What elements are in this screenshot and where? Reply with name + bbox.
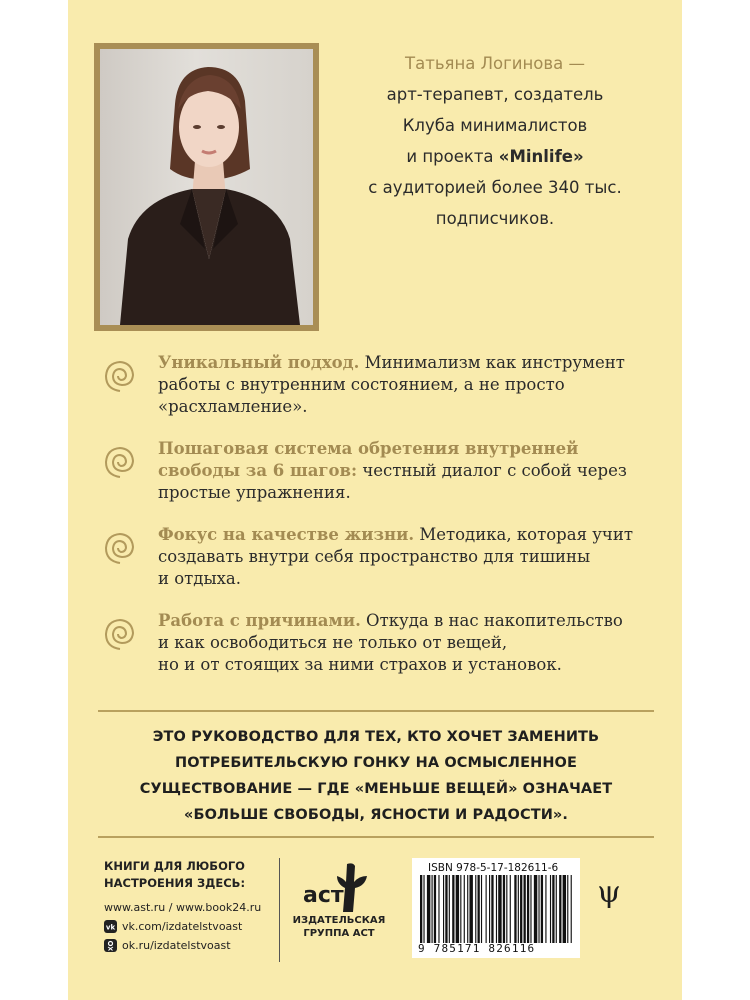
publisher-logo-text: аст	[303, 883, 344, 908]
feature-item	[98, 352, 658, 438]
barcode-bar	[491, 875, 493, 943]
barcode-bar	[478, 875, 480, 943]
feature-text: создавать внутри себя пространство для тишины	[158, 547, 591, 566]
barcode-bar	[434, 875, 436, 943]
author-photo	[100, 49, 313, 325]
barcode-bar	[443, 875, 444, 943]
barcode-bar	[475, 875, 476, 943]
tagline-line: ЭТО РУКОВОДСТВО ДЛЯ ТЕХ, КТО ХОЧЕТ ЗАМЕНИТЬ	[152, 729, 600, 745]
feature-text: и как освободиться не только от вещей,	[158, 633, 508, 652]
ok-icon	[104, 939, 117, 952]
feature-text: но и от стоящих за ними страхов и установок.	[158, 655, 562, 674]
feature-text: Методика, которая учит	[414, 525, 633, 544]
barcode-bar	[503, 875, 505, 943]
spiral-shell-icon	[102, 358, 138, 394]
publisher-name: ИЗДАТЕЛЬСКАЯ	[292, 915, 386, 926]
barcode-bar	[527, 875, 529, 943]
barcode-bar	[559, 875, 561, 943]
barcode-bar	[514, 875, 516, 943]
author-bio-line: Клуба минималистов	[402, 116, 588, 135]
feature-text: простые упражнения.	[158, 483, 351, 502]
barcode-bar	[438, 875, 439, 943]
barcode-bar	[467, 875, 468, 943]
barcode-bar	[518, 875, 519, 943]
barcode-bar	[534, 875, 537, 943]
barcode-bar	[550, 875, 551, 943]
tagline	[98, 724, 654, 828]
author-bio-line: арт-терапевт, создатель	[386, 85, 604, 104]
website-link[interactable]: www.ast.ru / www.book24.ru	[104, 901, 262, 914]
barcode-bar	[496, 875, 497, 943]
book-back-cover	[68, 0, 682, 1000]
barcode-bar	[552, 875, 554, 943]
feature-item	[98, 524, 658, 610]
barcode-bar	[556, 875, 557, 943]
barcode-bar	[567, 875, 568, 943]
barcode-bar	[460, 875, 461, 943]
author-bio-line	[330, 141, 660, 172]
barcode-block	[412, 858, 580, 958]
feature-text: Откуда в нас накопительство	[360, 611, 623, 630]
tagline-line: СУЩЕСТВОВАНИЕ — ГДЕ «МЕНЬШЕ ВЕЩЕЙ» ОЗНАЧАЕТ	[139, 781, 613, 797]
feature-item	[98, 438, 658, 524]
barcode-bar	[510, 875, 511, 943]
publisher-logo	[299, 858, 379, 914]
barcode-bar	[538, 875, 539, 943]
barcode-bar	[545, 875, 546, 943]
barcode-bar	[423, 875, 424, 943]
tagline-line: ПОТРЕБИТЕЛЬСКУЮ ГОНКУ НА ОСМЫСЛЕННОЕ	[174, 755, 577, 771]
barcode-bar	[520, 875, 522, 943]
barcode-bar	[541, 875, 543, 943]
feature-text: честный диалог с собой через	[357, 461, 627, 480]
feature-text: «расхламление».	[158, 397, 308, 416]
barcode-bar	[432, 875, 433, 943]
barcode-bar	[571, 875, 572, 943]
author-bio-line: подписчиков.	[435, 209, 555, 228]
footer-title: НАСТРОЕНИЯ ЗДЕСЬ:	[104, 876, 246, 890]
vk-link[interactable]: vk vk.com/izdatelstvoast	[105, 920, 243, 933]
feature-highlight: Уникальный подход.	[158, 353, 360, 372]
barcode-bar	[481, 875, 482, 943]
author-bio-line: с аудиторией более 340 тыс.	[368, 178, 622, 197]
spiral-shell-icon	[102, 444, 138, 480]
barcode-bar	[498, 875, 501, 943]
barcode-bar	[445, 875, 447, 943]
barcode-bar	[427, 875, 430, 943]
barcode-bar	[469, 875, 472, 943]
author-project-prefix: и проекта	[406, 147, 499, 166]
feature-highlight: свободы за 6 шагов:	[158, 461, 358, 480]
author-project-brand: «Minlife»	[498, 147, 584, 166]
spiral-shell-icon	[102, 530, 138, 566]
feature-text: Минимализм как инструмент	[359, 353, 625, 372]
barcode-digits: 9 785171 826116	[418, 942, 536, 955]
barcode-bar	[456, 875, 459, 943]
barcode-bar	[452, 875, 454, 943]
feature-highlight: Работа с причинами.	[158, 611, 361, 630]
barcode-bar	[420, 875, 422, 943]
feature-highlight: Пошаговая система обретения внутренней	[158, 439, 579, 458]
vk-icon	[104, 920, 117, 933]
ok-link[interactable]: ok.ru/izdatelstvoast	[104, 936, 294, 955]
author-portrait-illustration	[100, 49, 313, 325]
age-mark-text: ψ	[597, 875, 621, 908]
svg-text:vk: vk	[105, 923, 116, 932]
barcode-bar	[489, 875, 490, 943]
publisher-block	[280, 858, 398, 940]
feature-item	[98, 610, 658, 696]
spiral-shell-icon	[102, 616, 138, 652]
author-photo-frame	[94, 43, 319, 331]
barcode-bar	[530, 875, 531, 943]
divider-top	[98, 710, 654, 712]
barcode-bar	[486, 875, 487, 943]
barcode-bar	[524, 875, 526, 943]
barcode-bar	[449, 875, 450, 943]
publisher-name: ГРУППА АСТ	[303, 928, 375, 939]
isbn-text: ISBN 978-5-17-182611-6	[428, 862, 559, 874]
feature-highlight: Фокус на качестве жизни.	[158, 525, 415, 544]
age-rating-mark	[594, 872, 624, 908]
tagline-line: «БОЛЬШЕ СВОБОДЫ, ЯСНОСТИ И РАДОСТИ».	[184, 807, 568, 823]
barcode-bar	[506, 875, 507, 943]
author-name: Татьяна Логинова —	[405, 54, 585, 73]
barcode	[418, 875, 574, 943]
barcode-bar	[464, 875, 465, 943]
footer-links	[104, 858, 294, 955]
feature-text: и отдыха.	[158, 569, 241, 588]
footer-title: КНИГИ ДЛЯ ЛЮБОГО	[104, 859, 245, 873]
divider-bottom	[98, 836, 654, 838]
feature-text: работы с внутренним состоянием, а не просто	[158, 375, 565, 394]
feature-list	[98, 352, 658, 696]
author-bio	[330, 48, 660, 234]
barcode-bar	[563, 875, 566, 943]
